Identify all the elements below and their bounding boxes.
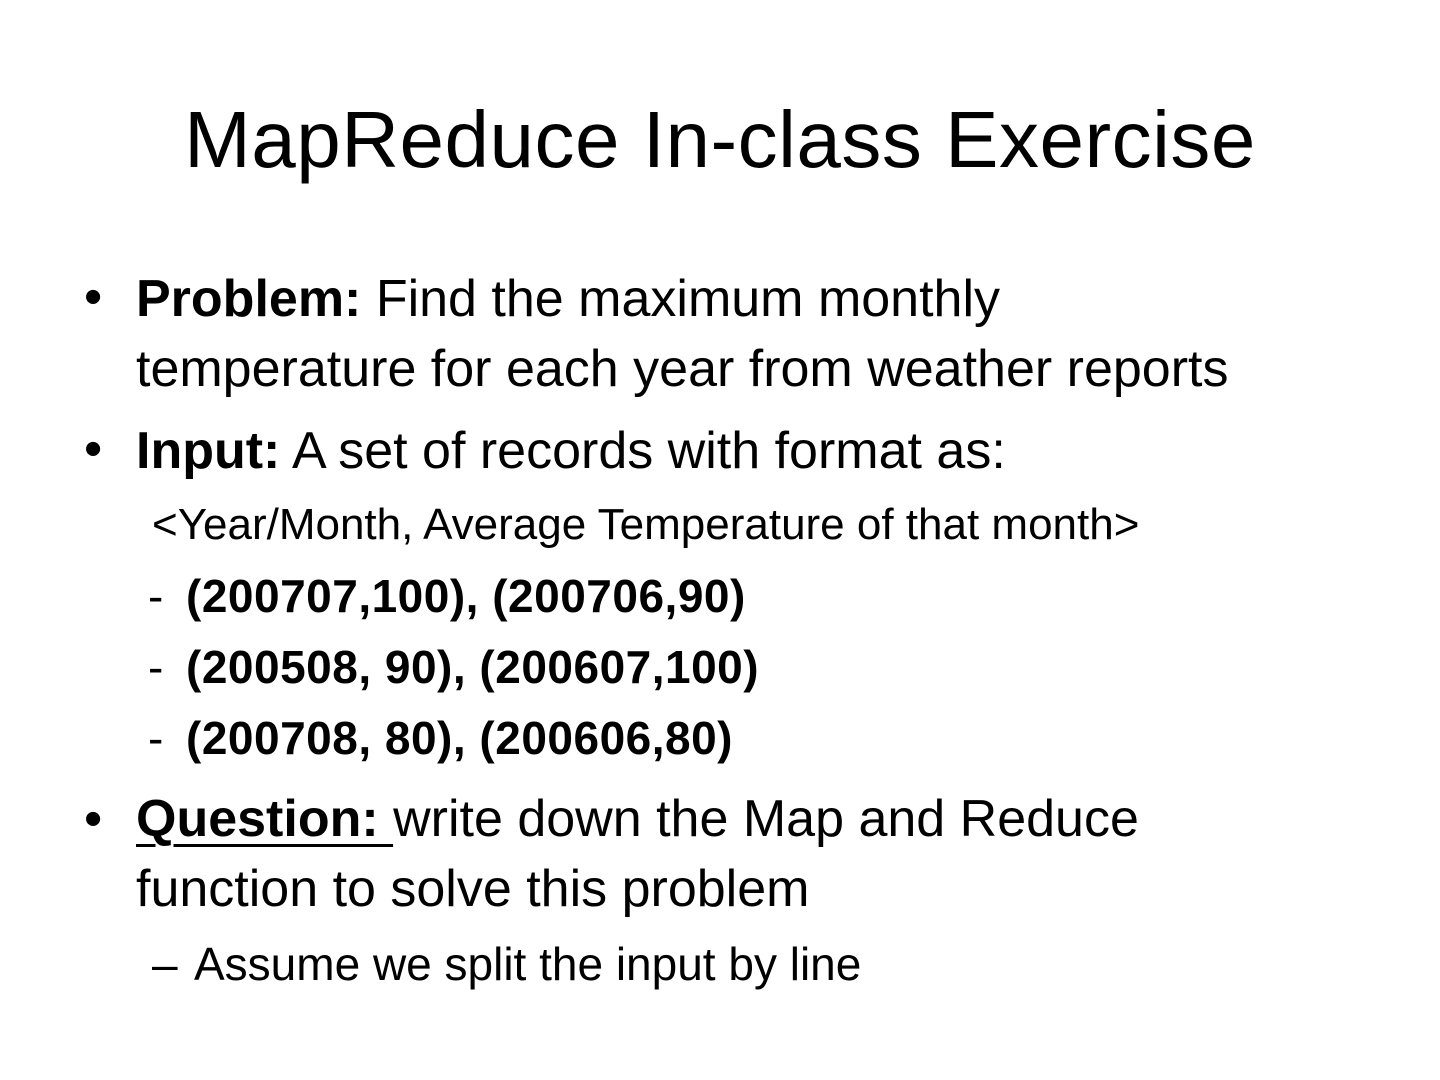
record-line-3 <box>148 708 733 768</box>
problem-text-1: Find the maximum monthly <box>361 270 1001 328</box>
bullet-marker-question: • <box>84 790 103 848</box>
record-dash: - <box>148 641 164 693</box>
question-sub-bullet <box>152 934 861 994</box>
dash-marker: – <box>152 938 178 990</box>
input-label: Input: <box>136 422 281 480</box>
problem-label: Problem: <box>136 270 362 328</box>
question-line-1 <box>136 784 1416 854</box>
record-text-2: (200508, 90), (200607,100) <box>186 641 760 693</box>
record-line-1 <box>148 566 746 626</box>
record-text-3: (200708, 80), (200606,80) <box>186 712 734 764</box>
question-sub-text: Assume we split the input by line <box>194 938 862 990</box>
question-text-1: write down the Map and Reduce <box>393 790 1139 848</box>
problem-line-1 <box>136 264 1416 334</box>
input-text: A set of records with format as: <box>280 422 1006 480</box>
slide-title: MapReduce In-class Exercise <box>184 95 1256 184</box>
question-label: Question: <box>136 790 394 848</box>
input-format: <Year/Month, Average Temperature of that month> <box>152 500 1140 549</box>
bullet-marker-input: • <box>84 420 103 478</box>
problem-line-2: temperature for each year from weather reports <box>136 340 1229 398</box>
bullet-marker-problem: • <box>84 268 103 326</box>
input-line <box>136 416 1416 486</box>
record-dash: - <box>148 570 164 622</box>
record-line-2 <box>148 637 759 697</box>
record-text-1: (200707,100), (200706,90) <box>186 570 746 622</box>
record-dash: - <box>148 712 164 764</box>
question-line-2: function to solve this problem <box>136 860 810 918</box>
